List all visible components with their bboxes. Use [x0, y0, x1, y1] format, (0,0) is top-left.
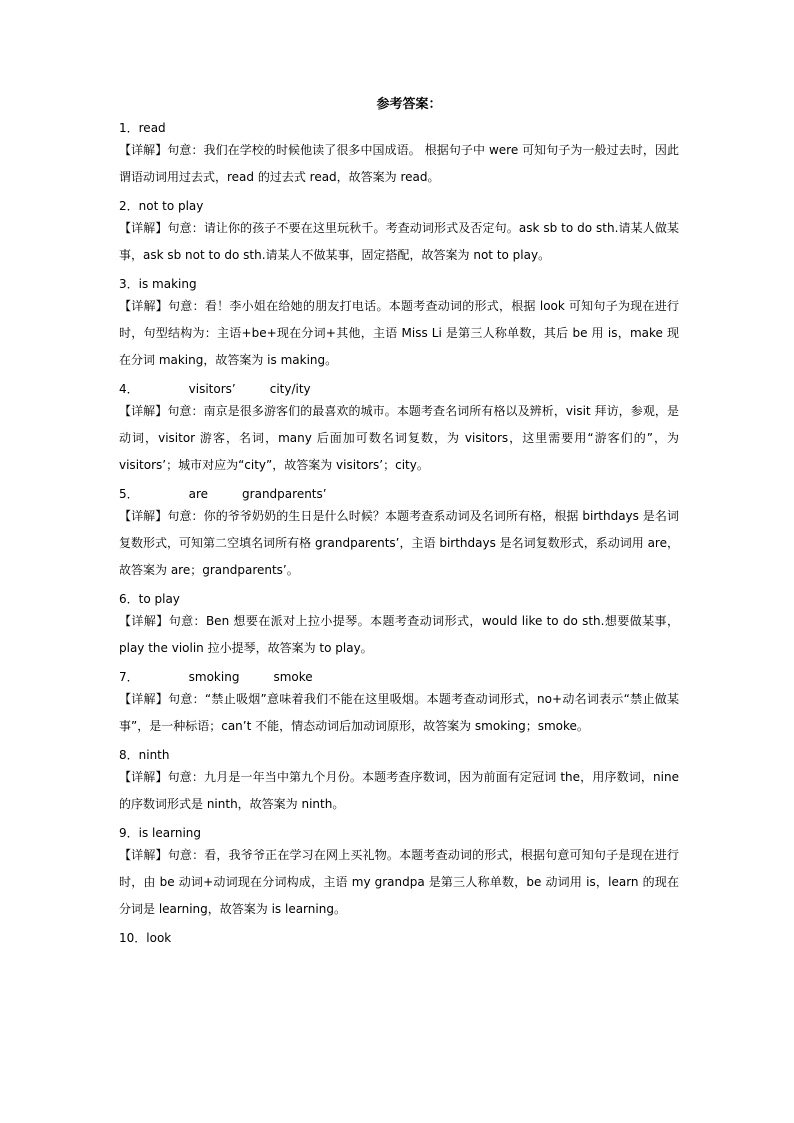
question-number: 9． — [119, 826, 139, 840]
answer-text: city/ity — [269, 382, 311, 396]
question-number: 8． — [119, 748, 139, 762]
answer-text: is learning — [138, 826, 201, 840]
explanation-text: 句意：“禁止吸烟”意味着我们不能在这里吸烟。本题考查动词形式，no+动名词表示“禁止做某事”，是一种标语；can’t 不能，情态动词后加动词原形，故答案为 smoking；smoke。 — [119, 692, 679, 733]
explanation-text: 句意：南京是很多游客们的最喜欢的城市。本题考查名词所有格以及辨析，visit 拜访，参观，是动词，visitor 游客，名词，many 后面加可数名词复数，为 visitors，这里需要用“游客们的”，为 visitors’；城市对应为“city”，故答案为 visitors’；city。 — [119, 404, 679, 472]
explanation-tag: 【详解】 — [119, 143, 168, 157]
answer-line — [119, 380, 679, 398]
explanation-tag: 【详解】 — [119, 299, 169, 313]
answer-text: grandparents’ — [242, 487, 327, 501]
question-number: 5． — [119, 487, 139, 501]
explanation-tag: 【详解】 — [119, 770, 168, 784]
question-number: 7． — [119, 670, 139, 684]
explanation — [119, 137, 679, 191]
explanation-text: 句意：看！李小姐在给她的朋友打电话。本题考查动词的形式，根据 look 可知句子为现在进行时，句型结构为：主语+be+现在分词+其他，主语 Miss Li 是第三人称单数，其后 be 用 is，make 现在分词 making，故答案为 is making。 — [119, 299, 679, 367]
question-number: 2． — [119, 199, 139, 213]
question-number: 6． — [119, 592, 139, 606]
explanation-tag: 【详解】 — [119, 848, 168, 862]
question-number: 4． — [119, 382, 139, 396]
answer-key-page — [119, 96, 679, 947]
explanation-text: 句意：我们在学校的时候他读了很多中国成语。 根据句子中 were 可知句子为一般过去时，因此谓语动词用过去式，read 的过去式 read，故答案为 read。 — [119, 143, 679, 184]
explanation-tag: 【详解】 — [119, 509, 168, 523]
question-number: 10． — [119, 931, 147, 945]
question-number: 1． — [119, 121, 139, 135]
answer-text: not to play — [138, 199, 204, 213]
explanation-text: 句意：请让你的孩子不要在这里玩秋千。考查动词形式及否定句。ask sb to do sth.请某人做某事，ask sb not to do sth.请某人不做某事，固定搭配，故答案为 not to play。 — [119, 221, 679, 262]
answer-text: visitors’ — [188, 382, 236, 396]
explanation-tag: 【详解】 — [119, 692, 169, 706]
answer-text: to play — [138, 592, 180, 606]
explanation — [119, 503, 679, 584]
answer-text: are — [188, 487, 209, 501]
answer-list — [119, 119, 679, 947]
answer-line — [119, 119, 679, 137]
answer-text: look — [146, 931, 172, 945]
answer-line — [119, 929, 679, 947]
answer-line — [119, 824, 679, 842]
answer-text: is making — [138, 277, 197, 291]
explanation-tag: 【详解】 — [119, 404, 168, 418]
answer-text: smoke — [273, 670, 313, 684]
answer-line — [119, 746, 679, 764]
explanation — [119, 842, 679, 923]
explanation-tag: 【详解】 — [119, 614, 169, 628]
explanation — [119, 398, 679, 479]
page-title: 参考答案： — [376, 97, 442, 112]
answer-line — [119, 485, 679, 503]
answer-text: ninth — [138, 748, 170, 762]
explanation-tag: 【详解】 — [119, 221, 168, 235]
explanation-text: 句意：你的爷爷奶奶的生日是什么时候？本题考查系动词及名词所有格，根据 birthdays 是名词复数形式，可知第二空填名词所有格 grandparents’，主语 birthdays 是名词复数形式，系动词用 are，故答案为 are；grandparents’。 — [119, 509, 679, 577]
question-number: 3． — [119, 277, 139, 291]
answer-line — [119, 590, 679, 608]
answer-line — [119, 275, 679, 293]
explanation-text: 句意：九月是一年当中第九个月份。本题考查序数词，因为前面有定冠词 the，用序数词，nine 的序数词形式是 ninth，故答案为 ninth。 — [119, 770, 679, 811]
explanation — [119, 608, 679, 662]
explanation — [119, 215, 679, 269]
answer-text: read — [138, 121, 166, 135]
explanation — [119, 764, 679, 818]
answer-text: smoking — [188, 670, 240, 684]
answer-line — [119, 197, 679, 215]
explanation — [119, 293, 679, 374]
explanation-text: 句意：看，我爷爷正在学习在网上买礼物。本题考查动词的形式，根据句意可知句子是现在进行时，由 be 动词+动词现在分词构成，主语 my grandpa 是第三人称单数，be 动词用 is，learn 的现在分词是 learning，故答案为 is learning。 — [119, 848, 679, 916]
explanation — [119, 686, 679, 740]
explanation-text: 句意：Ben 想要在派对上拉小提琴。本题考查动词形式，would like to do sth.想要做某事，play the violin 拉小提琴，故答案为 to play。 — [119, 614, 679, 655]
answer-line — [119, 668, 679, 686]
